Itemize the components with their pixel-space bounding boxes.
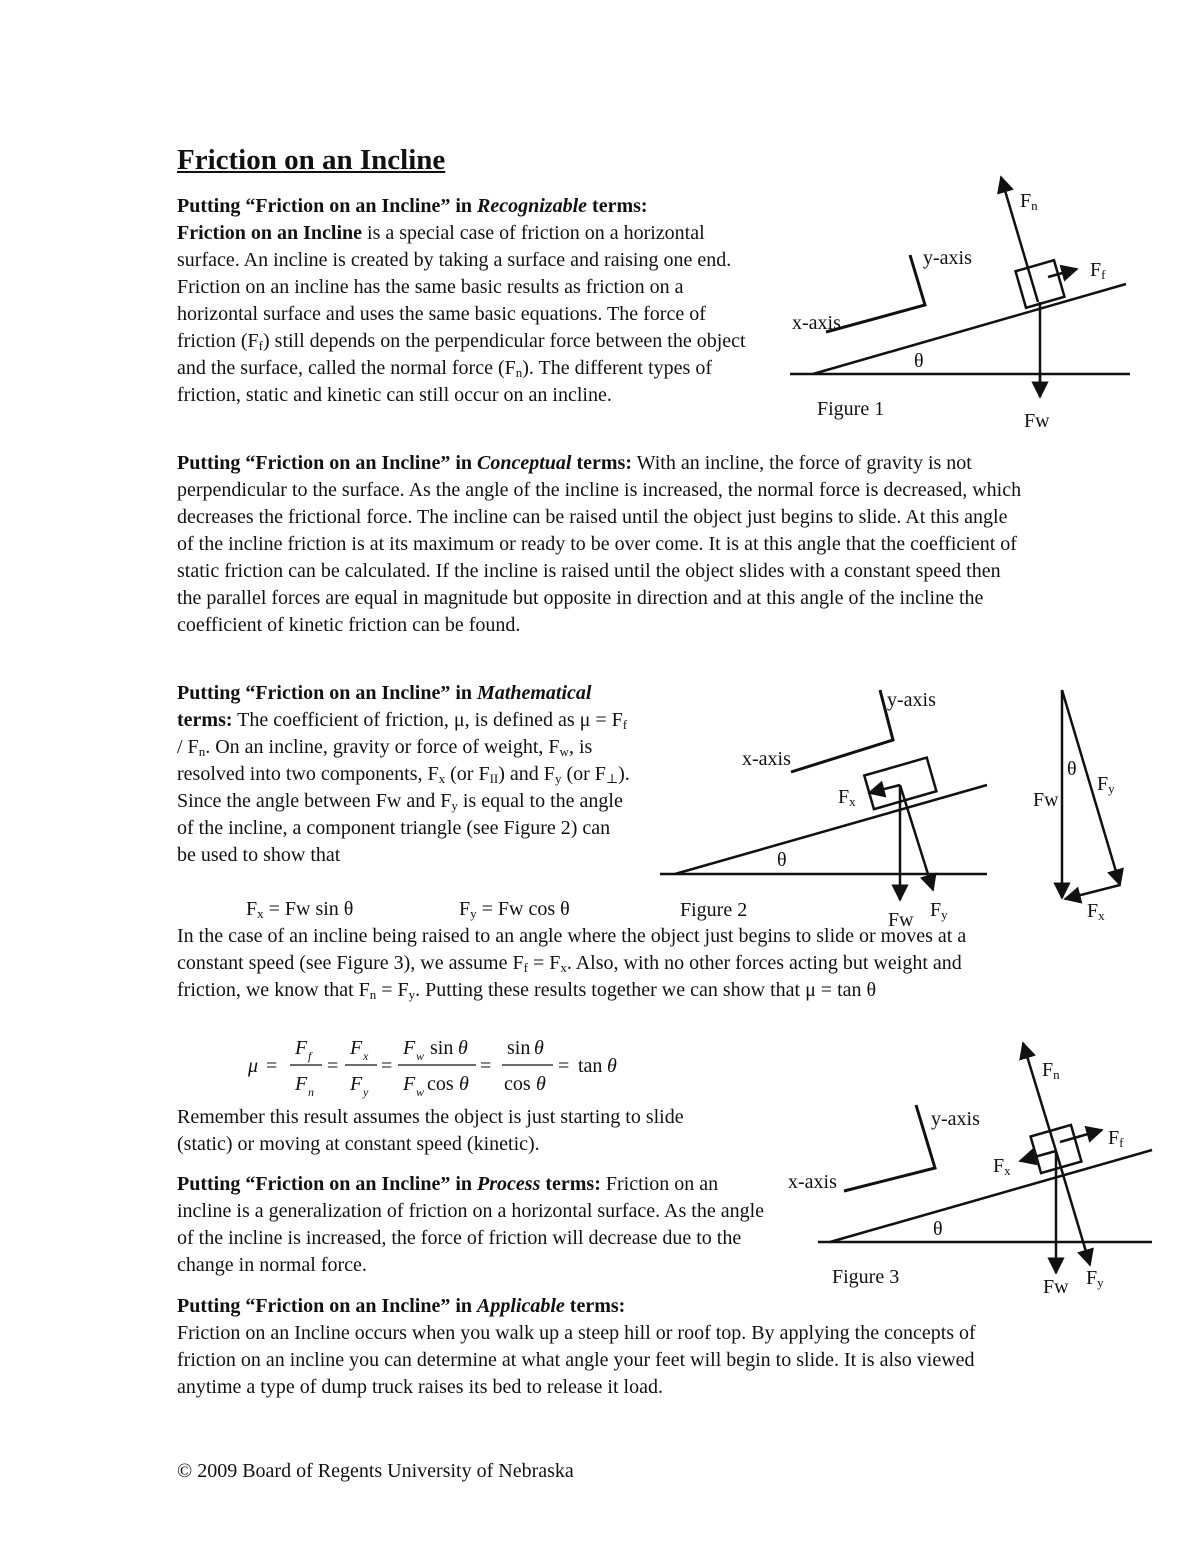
triangle-label-fx: Fx — [1087, 900, 1105, 923]
fig3-label-fy: Fy — [1086, 1267, 1104, 1290]
copyright-footer: © 2009 Board of Regents University of Nebraska — [177, 1460, 574, 1482]
mu-equation — [240, 1032, 640, 1102]
fig1-block — [1016, 260, 1065, 308]
heading-recognizable: Putting “Friction on an Incline” in Recognizable terms: — [177, 195, 648, 217]
triangle-label-theta: θ — [1067, 758, 1077, 780]
body-mathematical-continued: In the case of an incline being raised to an angle where the object just begins to slide or moves at a constant speed (see Figure 3), we assume $F_f = F_x$. Also, with no other forces acting but weight and friction, we know that $F_n = F_y$. Putting these results together we can show that μ = tan θ — [177, 925, 967, 1002]
fig3-label-fn: Fn — [1042, 1059, 1060, 1082]
equation-fx: $F_x = Fw$ sin θ — [246, 898, 354, 921]
svg-text:y: y — [363, 1085, 369, 1099]
triangle-arrow-fx — [1065, 885, 1120, 899]
svg-text:w: w — [416, 1049, 425, 1063]
svg-text:θ: θ — [459, 1073, 469, 1095]
body-mathematical: The coefficient of friction, μ, is defined as $\mu = F_f / F_n$. On an incline, gravity or force of weight, $F_w$, is resolved into two components, $F_x$ (or $F_{II}$) and $F_y$ (or $F_\perp$). Since the angle between Fw and $F_y$ is equal to the angle of the incline, a component triangle (see Figure 2) can be used to show that — [177, 709, 630, 866]
fig2-label-fy: Fy — [930, 899, 948, 922]
heading-mathematical: Putting “Friction on an Incline” in Mathematical terms: — [177, 682, 592, 731]
fig2-label-yaxis: y-axis — [887, 689, 936, 711]
eq-ff: F — [295, 1037, 308, 1059]
fig1-label-yaxis: y-axis — [923, 247, 972, 269]
svg-text:θ: θ — [607, 1055, 617, 1077]
fig3-arrow-ff — [1060, 1130, 1102, 1142]
page-title: Friction on an Incline — [177, 144, 446, 176]
fig1-label-fn: Fn — [1020, 190, 1038, 213]
fig1-label-ff: Ff — [1090, 259, 1106, 282]
fig2-label-theta: θ — [777, 849, 787, 871]
body-conceptual: With an incline, the force of gravity is not perpendicular to the surface. As the angle of the incline is increased, the normal force is decreased, which decreases the frictional force. The incline can be raised until the object just begins to slide. At this angle of the incline friction is at its maximum or ready to be over come. It is at this angle that the coefficient of static friction can be calculated. If the incline is raised until the object slides with a constant speed then the parallel forces are equal in magnitude but opposite in direction and at this angle of the incline the coefficient of kinetic friction can be found. — [177, 452, 1022, 636]
svg-text:sin: sin — [507, 1037, 531, 1059]
fig2-axes — [791, 690, 893, 772]
heading-conceptual: Putting “Friction on an Incline” in Conceptual terms: — [177, 452, 633, 474]
heading-applicable: Putting “Friction on an Incline” in Applicable terms: — [177, 1295, 626, 1317]
svg-text:F: F — [350, 1037, 363, 1059]
fig1-arrow-ff — [1048, 269, 1077, 277]
svg-text:x: x — [363, 1049, 369, 1063]
svg-text:F: F — [295, 1073, 308, 1095]
section-mathematical — [177, 680, 632, 869]
section-process — [177, 1171, 767, 1279]
figure-1 — [780, 165, 1140, 435]
fig1-label-theta: θ — [914, 350, 924, 372]
svg-text:F: F — [403, 1073, 416, 1095]
fig2-arrow-fx — [869, 785, 900, 793]
section-conceptual — [177, 450, 1027, 639]
svg-text:=: = — [558, 1055, 570, 1077]
svg-text:F: F — [350, 1073, 363, 1095]
svg-text:F: F — [403, 1037, 416, 1059]
body-process: Friction on an incline is a generalization of friction on a horizontal surface. As the angle of the incline is increased, the force of friction will decrease due to the change in normal force. — [177, 1173, 765, 1276]
fig3-label-fw: Fw — [1043, 1276, 1069, 1298]
svg-text:sin: sin — [430, 1037, 454, 1059]
triangle-label-fw: Fw — [1033, 789, 1059, 811]
fig2-incline — [675, 785, 987, 874]
fig2-label-fw: Fw — [888, 909, 914, 931]
body-applicable: Friction on an Incline occurs when you walk up a steep hill or roof top. By applying the concepts of friction on an incline you can determine at what angle your feet will begin to slide. It is also viewed anytime a type of dump truck raises its bed to release it load. — [177, 1322, 976, 1398]
fig3-label-yaxis: y-axis — [931, 1108, 980, 1130]
triangle-label-fy: Fy — [1097, 773, 1115, 796]
svg-text:=: = — [327, 1055, 339, 1077]
fig3-label-fx: Fx — [993, 1155, 1011, 1178]
svg-text:tan: tan — [578, 1055, 603, 1077]
svg-text:w: w — [416, 1085, 425, 1099]
fig1-label-xaxis: x-axis — [792, 312, 841, 334]
body-recognizable: Friction on an Incline is a special case of friction on a horizontal surface. An incline is created by taking a surface and raising one end. Friction on an incline has the same basic results as friction on a horizontal surface and uses the same basic equations. The force of friction $(F_f)$ still depends on the perpendicular force between the object and the surface, called the normal force $(F_n)$. The different types of friction, static and kinetic can still occur on an incline. — [177, 222, 746, 406]
fig1-label-fw: Fw — [1024, 410, 1050, 432]
fig3-label-ff: Ff — [1108, 1127, 1124, 1150]
fig2-label-xaxis: x-axis — [742, 748, 791, 770]
svg-text:=: = — [381, 1055, 393, 1077]
fig2-caption: Figure 2 — [680, 899, 748, 921]
svg-text:f: f — [308, 1049, 312, 1063]
fig1-incline — [813, 284, 1126, 374]
equation-fy: $F_y = Fw$ cos θ — [459, 898, 570, 921]
svg-text:θ: θ — [534, 1037, 544, 1059]
fig3-axes — [844, 1105, 935, 1191]
svg-text:cos: cos — [504, 1073, 531, 1095]
section-applicable — [177, 1293, 1037, 1401]
fig3-caption: Figure 3 — [832, 1266, 900, 1288]
eq-mu: μ — [248, 1055, 259, 1077]
svg-text:cos: cos — [427, 1073, 454, 1095]
svg-text:θ: θ — [536, 1073, 546, 1095]
svg-text:=: = — [266, 1055, 278, 1077]
svg-text:n: n — [308, 1085, 314, 1099]
fig3-label-xaxis: x-axis — [788, 1171, 837, 1193]
figure-3 — [780, 1035, 1160, 1305]
figure-2 — [655, 680, 1000, 930]
fig3-incline — [830, 1150, 1152, 1242]
section-recognizable — [177, 193, 762, 409]
svg-text:θ: θ — [458, 1037, 468, 1059]
fig3-label-theta: θ — [933, 1218, 943, 1240]
heading-process: Putting “Friction on an Incline” in Process terms: — [177, 1173, 601, 1195]
svg-text:=: = — [480, 1055, 492, 1077]
fig2-label-fx: Fx — [838, 786, 856, 809]
remember-note: Remember this result assumes the object is just starting to slide (static) or moving at constant speed (kinetic). — [177, 1106, 684, 1155]
component-triangle — [1025, 680, 1155, 930]
fig1-caption: Figure 1 — [817, 398, 885, 420]
